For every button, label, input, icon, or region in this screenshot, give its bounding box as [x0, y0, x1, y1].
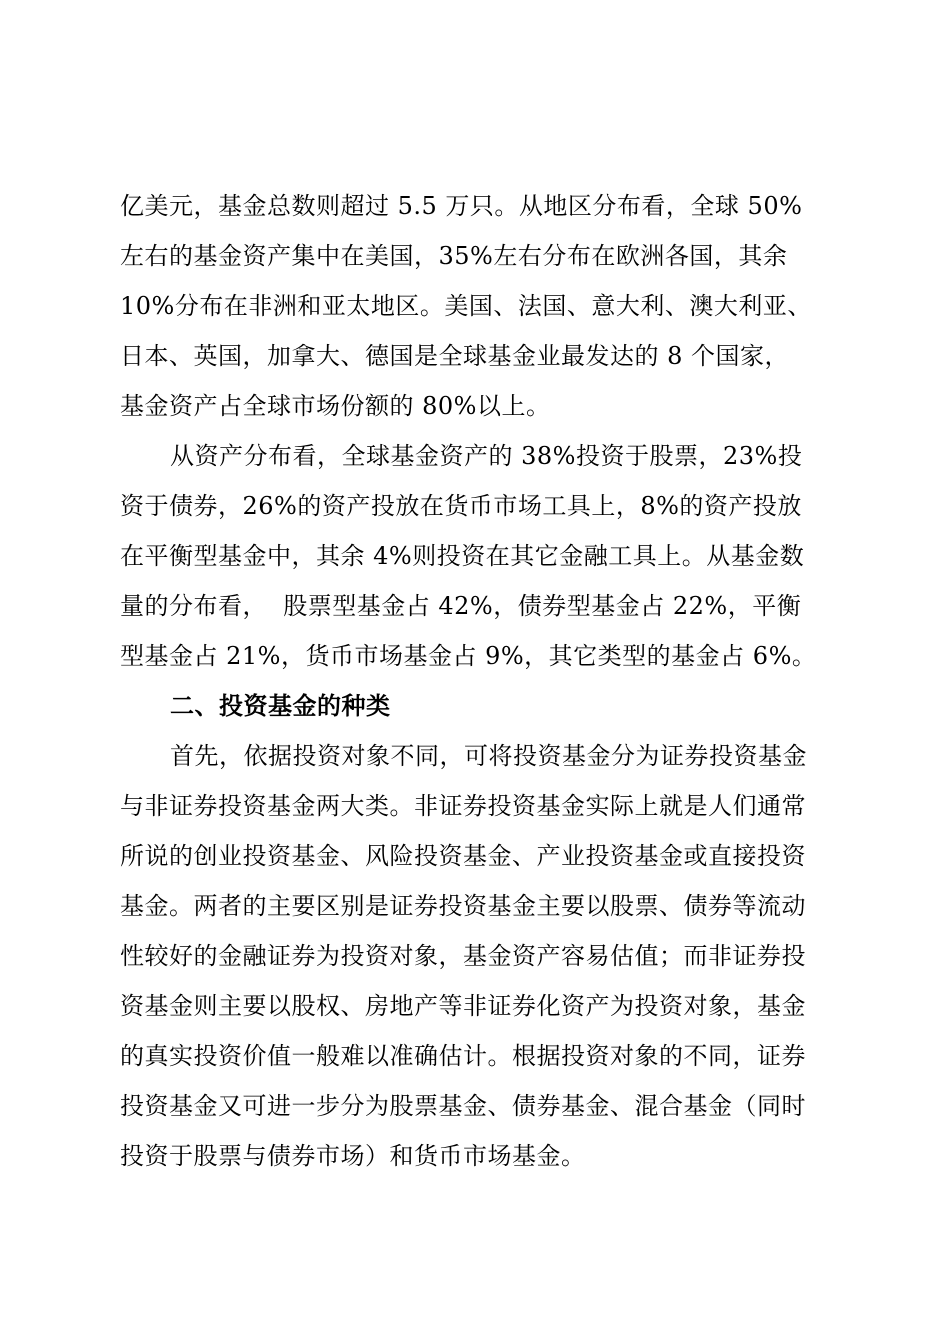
- paragraph-3-line-4: 基金。两者的主要区别是证券投资基金主要以股票、债券等流动: [120, 892, 806, 920]
- paragraph-3-line-1: 首先，依据投资对象不同，可将投资基金分为证券投资基金: [170, 742, 807, 770]
- paragraph-2-line-5: 型基金占 21%，货币市场基金占 9%，其它类型的基金占 6%。: [120, 642, 817, 670]
- paragraph-2-line-1: 从资产分布看，全球基金资产的 38%投资于股票，23%投: [170, 442, 803, 470]
- paragraph-3-line-7: 的真实投资价值一般难以准确估计。根据投资对象的不同，证券: [120, 1042, 806, 1070]
- paragraph-1-line-1: 亿美元，基金总数则超过 5.5 万只。从地区分布看，全球 50%: [120, 192, 803, 220]
- paragraph-2-line-3: 在平衡型基金中，其余 4%则投资在其它金融工具上。从基金数: [120, 542, 805, 570]
- paragraph-3-line-8: 投资基金又可进一步分为股票基金、债券基金、混合基金（同时: [120, 1092, 806, 1120]
- paragraph-2-line-4: 量的分布看， 股票型基金占 42%，债券型基金占 22%，平衡: [120, 592, 802, 620]
- paragraph-1-line-5: 基金资产占全球市场份额的 80%以上。: [120, 392, 551, 420]
- paragraph-3-line-3: 所说的创业投资基金、风险投资基金、产业投资基金或直接投资: [120, 842, 806, 870]
- paragraph-3-line-6: 资基金则主要以股权、房地产等非证券化资产为投资对象，基金: [120, 992, 806, 1020]
- paragraph-1-line-3: 10%分布在非洲和亚太地区。美国、法国、意大利、澳大利亚、: [120, 292, 812, 320]
- section-heading: 二、投资基金的种类: [170, 691, 391, 720]
- paragraph-3-line-9: 投资于股票与债券市场）和货币市场基金。: [120, 1142, 586, 1170]
- paragraph-2-line-2: 资于债券，26%的资产投放在货币市场工具上，8%的资产投放: [120, 492, 802, 520]
- paragraph-1-line-2: 左右的基金资产集中在美国，35%左右分布在欧洲各国，其余: [120, 242, 788, 270]
- paragraph-1-line-4: 日本、英国，加拿大、德国是全球基金业最发达的 8 个国家，: [120, 342, 790, 370]
- paragraph-3-line-5: 性较好的金融证券为投资对象，基金资产容易估值；而非证券投: [120, 942, 806, 970]
- paragraph-3-line-2: 与非证券投资基金两大类。非证券投资基金实际上就是人们通常: [120, 792, 806, 820]
